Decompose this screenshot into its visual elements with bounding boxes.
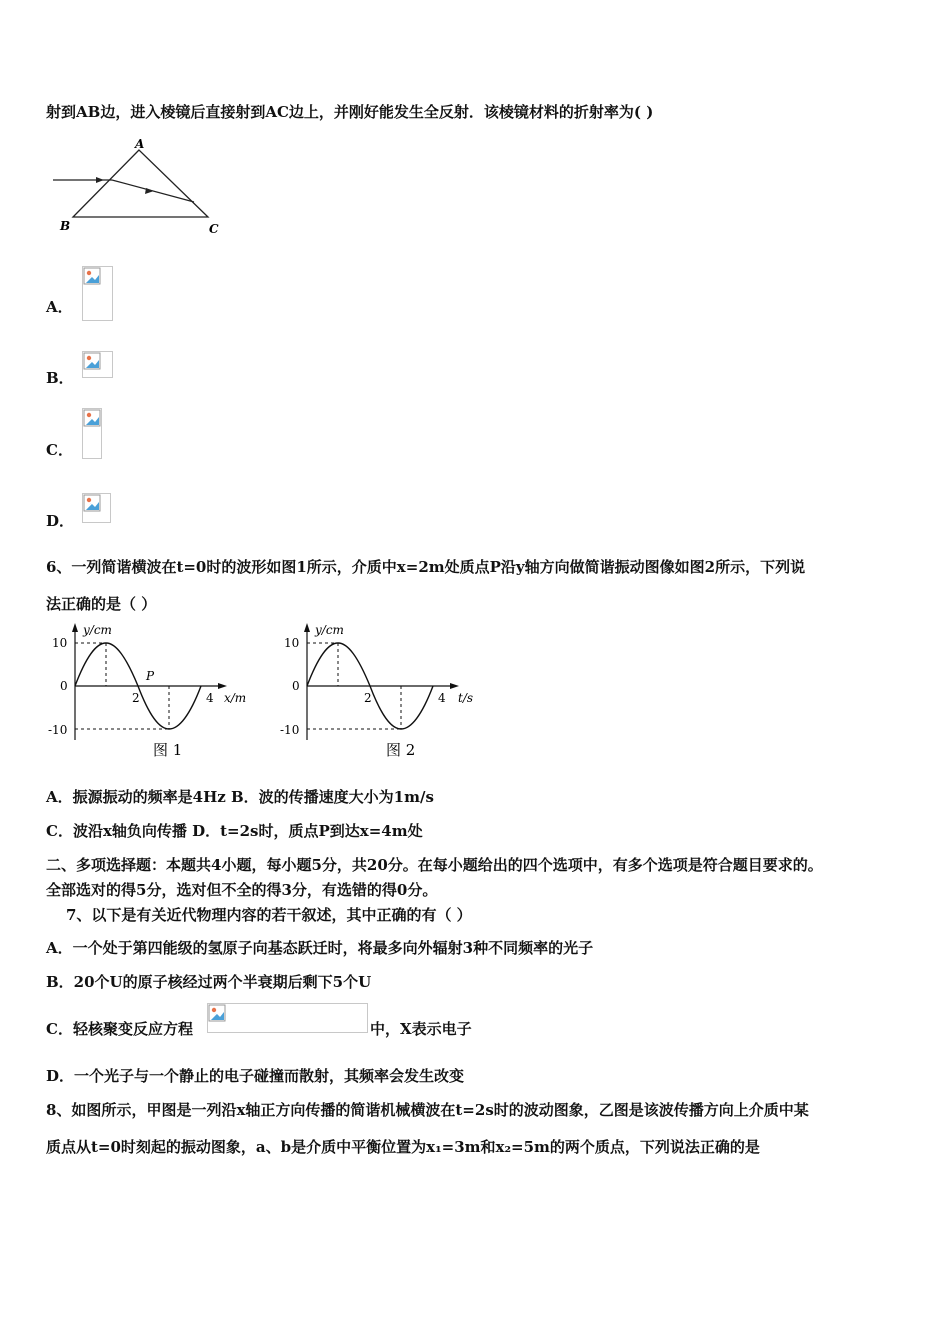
svg-text:P: P xyxy=(146,669,155,683)
q6-options-line2: C．波沿x轴负向传播 D．t=2s时，质点P到达x=4m处 xyxy=(46,822,423,840)
svg-text:-10: -10 xyxy=(48,723,68,737)
prism-figure xyxy=(46,135,231,240)
q8-stem-line2: 质点从t=0时刻起的振动图象，a、b是介质中平衡位置为x₁=3m和x₂=5m的两个质点，下列说法正确的是 xyxy=(46,1138,760,1156)
prism-triangle xyxy=(73,150,208,217)
section2-line1: 二、多项选择题：本题共4小题，每小题5分，共20分。在每小题给出的四个选项中，有多个选项是符合题目要求的。 xyxy=(46,856,823,874)
svg-text:4: 4 xyxy=(206,691,214,705)
section2-line2: 全部选对的得5分，选对但不全的得3分，有选错的得0分。 xyxy=(46,881,438,899)
wave-figure-2 xyxy=(278,620,488,765)
svg-text:10: 10 xyxy=(284,636,300,650)
svg-text:t/s: t/s xyxy=(458,691,474,705)
q7-stem: 7、以下是有关近代物理内容的若干叙述，其中正确的有（ ） xyxy=(66,906,472,924)
q6-stem-line1: 6、一列简谐横波在t=0时的波形如图1所示，介质中x=2m处质点P沿y轴方向做简谐振动图像如图2所示，下列说 xyxy=(46,558,806,576)
q6-options-line1: A．振源振动的频率是4Hz B．波的传播速度大小为1m/s xyxy=(46,788,434,806)
q7-option-d: D．一个光子与一个静止的电子碰撞而散射，其频率会发生改变 xyxy=(46,1067,465,1085)
q5-option-b-label: B． xyxy=(46,369,74,387)
svg-text:2: 2 xyxy=(364,691,372,705)
q7-option-c-before: C．轻核聚变反应方程 xyxy=(46,1020,193,1038)
broken-image-icon xyxy=(208,1004,226,1022)
refracted-arrow xyxy=(145,188,154,194)
svg-text:-10: -10 xyxy=(280,723,300,737)
svg-text:y/cm: y/cm xyxy=(315,623,344,637)
broken-image-icon xyxy=(82,408,102,459)
q7-option-a: A．一个处于第四能级的氢原子向基态跃迁时，将最多向外辐射3种不同频率的光子 xyxy=(46,939,594,957)
svg-text:图 2: 图 2 xyxy=(386,741,416,759)
q7-option-c-after: 中，X表示电子 xyxy=(370,1020,472,1038)
wave-figure-1 xyxy=(46,620,256,765)
q8-stem-line1: 8、如图所示，甲图是一列沿x轴正方向传播的简谐机械横波在t=2s时的波动图象，乙图是该波传播方向上介质中某 xyxy=(46,1101,809,1119)
q5-option-c-label: C． xyxy=(46,441,73,459)
svg-text:2: 2 xyxy=(132,691,140,705)
svg-text:10: 10 xyxy=(52,636,68,650)
incident-arrow xyxy=(96,177,104,183)
broken-image-icon xyxy=(82,493,111,523)
q5-option-a-label: A． xyxy=(46,298,73,316)
svg-text:4: 4 xyxy=(438,691,446,705)
vertex-a-label: A xyxy=(135,137,145,151)
q6-stem-line2: 法正确的是（ ） xyxy=(46,595,157,613)
vertex-b-label: B xyxy=(60,219,71,233)
q7-option-b: B．20个U的原子核经过两个半衰期后剩下5个U xyxy=(46,973,372,991)
broken-image-icon xyxy=(82,351,113,378)
vertex-c-label: C xyxy=(209,222,219,236)
svg-text:0: 0 xyxy=(292,679,300,693)
q5-option-d-label: D． xyxy=(46,512,75,530)
svg-text:y/cm: y/cm xyxy=(83,623,112,637)
svg-text:x/m: x/m xyxy=(224,691,247,705)
q5-stem: 射到AB边，进入棱镜后直接射到AC边上，并刚好能发生全反射．该棱镜材料的折射率为( ) xyxy=(46,103,654,121)
svg-text:图 1: 图 1 xyxy=(153,741,183,759)
equation-image-placeholder xyxy=(207,1003,368,1033)
broken-image-icon xyxy=(82,266,113,321)
svg-text:0: 0 xyxy=(60,679,68,693)
